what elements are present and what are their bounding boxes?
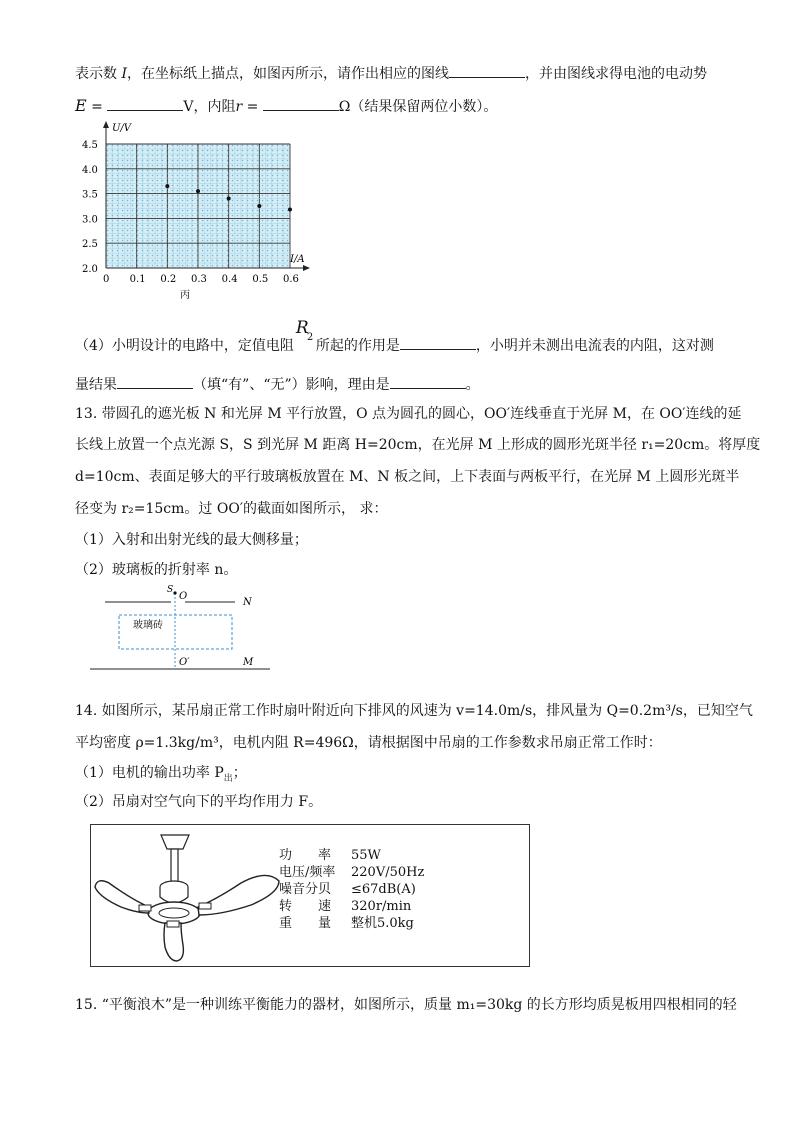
y-tick-label: 2.5 xyxy=(82,239,98,251)
x-tick-label: 0.6 xyxy=(283,274,299,285)
y-tick-label: 3.0 xyxy=(82,214,98,226)
y-axis-label: U/V xyxy=(112,123,132,134)
q14-line-1: 14. 如图所示，某吊扇正常工作时扇叶附近向下排风的风速为 v=14.0m/s，排风量为 Q=0.2m³/s，已知空气 xyxy=(75,703,753,719)
spec-row: 噪音分贝 ≤67dB(A) xyxy=(279,882,416,897)
q12-part4-line-2: 量结果 （填“有”、“无”）影响，理由是 。 xyxy=(75,374,480,395)
spec-row: 转 速 320r/min xyxy=(279,899,412,914)
answer-blank-r2-role[interactable] xyxy=(400,335,476,350)
x-tick-label: 0.4 xyxy=(221,274,238,285)
spec-row: 电压/频率 220V/50Hz xyxy=(279,865,425,880)
light-source-s xyxy=(173,591,176,594)
q12-part4-line-1: （4）小明设计的电路中，定值电阻 R 2 所起的作用是 ，小明并未测出电流表的内阻，这对测 xyxy=(75,318,714,354)
q13-part-2: （2）玻璃板的折射率 n。 xyxy=(75,562,238,578)
answer-blank-graph[interactable] xyxy=(449,63,525,78)
q12-text-line-1: 表示数 I，在坐标纸上描点，如图丙所示，请作出相应的图线 ，并由图线求得电池的电动势 xyxy=(75,63,707,84)
q13-line-1: 13. 带圆孔的遮光板 N 和光屏 M 平行放置，O 点为圆孔的圆心，OO′连线垂直于光屏 M，在 OO′连线的延 xyxy=(75,406,742,422)
y-tick-label: 4.5 xyxy=(82,140,98,151)
x-tick-label: 0.1 xyxy=(129,274,146,285)
q13-part-1: （1）入射和出射光线的最大侧移量； xyxy=(75,532,308,548)
plot-area xyxy=(82,121,310,301)
spec-row: 功 率 55W xyxy=(279,848,381,863)
q13-line-2: 长线上放置一个点光源 S，S 到光屏 M 距离 H=20cm，在光屏 M 上形成的圆形光斑半径 r₁=20cm。将厚度 xyxy=(75,437,761,453)
x-tick-label: 0.2 xyxy=(160,274,177,285)
data-point xyxy=(227,197,231,201)
spec-row: 重 量 整机5.0kg xyxy=(279,916,414,931)
r2-symbol: R 2 xyxy=(295,318,314,343)
answer-blank-effect[interactable] xyxy=(117,374,193,389)
x-axis-arrow-icon xyxy=(303,265,310,271)
graph-caption: 丙 xyxy=(180,290,190,301)
fan-figure-box xyxy=(90,824,530,967)
graph-figure xyxy=(80,118,320,308)
label-n: N xyxy=(243,597,252,608)
label-glass: 玻璃砖 xyxy=(133,620,163,631)
x-axis-label: I/A xyxy=(290,254,305,265)
data-point xyxy=(257,204,261,208)
y-tick-label: 2.0 xyxy=(82,264,98,275)
label-m: M xyxy=(243,657,254,668)
fan-spec-table xyxy=(279,847,424,932)
answer-blank-resistance[interactable] xyxy=(263,96,339,111)
y-tick-label: 3.5 xyxy=(82,189,98,201)
x-tick-labels xyxy=(103,274,299,285)
q13-line-3: d=10cm、表面足够大的平行玻璃板放置在 M、N 板之间，上下表面与两板平行，在光屏 M 上圆形光斑半 xyxy=(75,469,740,485)
data-point xyxy=(165,184,169,188)
q13-line-4: 径变为 r₂=15cm。过 OO′的截面如图所示， 求： xyxy=(75,501,388,517)
label-o: O xyxy=(179,591,188,602)
answer-blank-reason[interactable] xyxy=(390,374,466,389)
y-tick-labels xyxy=(82,140,98,275)
q15-line-1: 15. “平衡浪木”是一种训练平衡能力的器材，如图所示，质量 m₁=30kg 的长方形均质晃板用四根相同的轻 xyxy=(75,997,737,1013)
q14-line-2: 平均密度 ρ=1.3kg/m³，电机内阻 R=496Ω，请根据图中吊扇的工作参数求吊扇正常工作时： xyxy=(75,735,662,751)
x-tick-label: 0.3 xyxy=(191,274,207,285)
x-tick-label: 0 xyxy=(103,274,110,285)
y-tick-label: 4.0 xyxy=(82,164,98,176)
optics-diagram xyxy=(85,585,285,675)
q14-part-2: （2）吊扇对空气向下的平均作用力 F。 xyxy=(75,794,323,810)
q12-text-line-2: E = V，内阻r = Ω（结果保留两位小数）。 xyxy=(75,96,498,115)
q14-part-1: （1）电机的输出功率 $P_出$； xyxy=(75,765,247,784)
data-point xyxy=(196,189,200,193)
answer-blank-emf[interactable] xyxy=(107,96,183,111)
label-s: S xyxy=(167,585,174,595)
data-point xyxy=(288,207,292,211)
x-tick-label: 0.5 xyxy=(252,274,269,285)
label-o-prime: O′ xyxy=(179,657,190,668)
y-axis-arrow-icon xyxy=(103,121,109,128)
